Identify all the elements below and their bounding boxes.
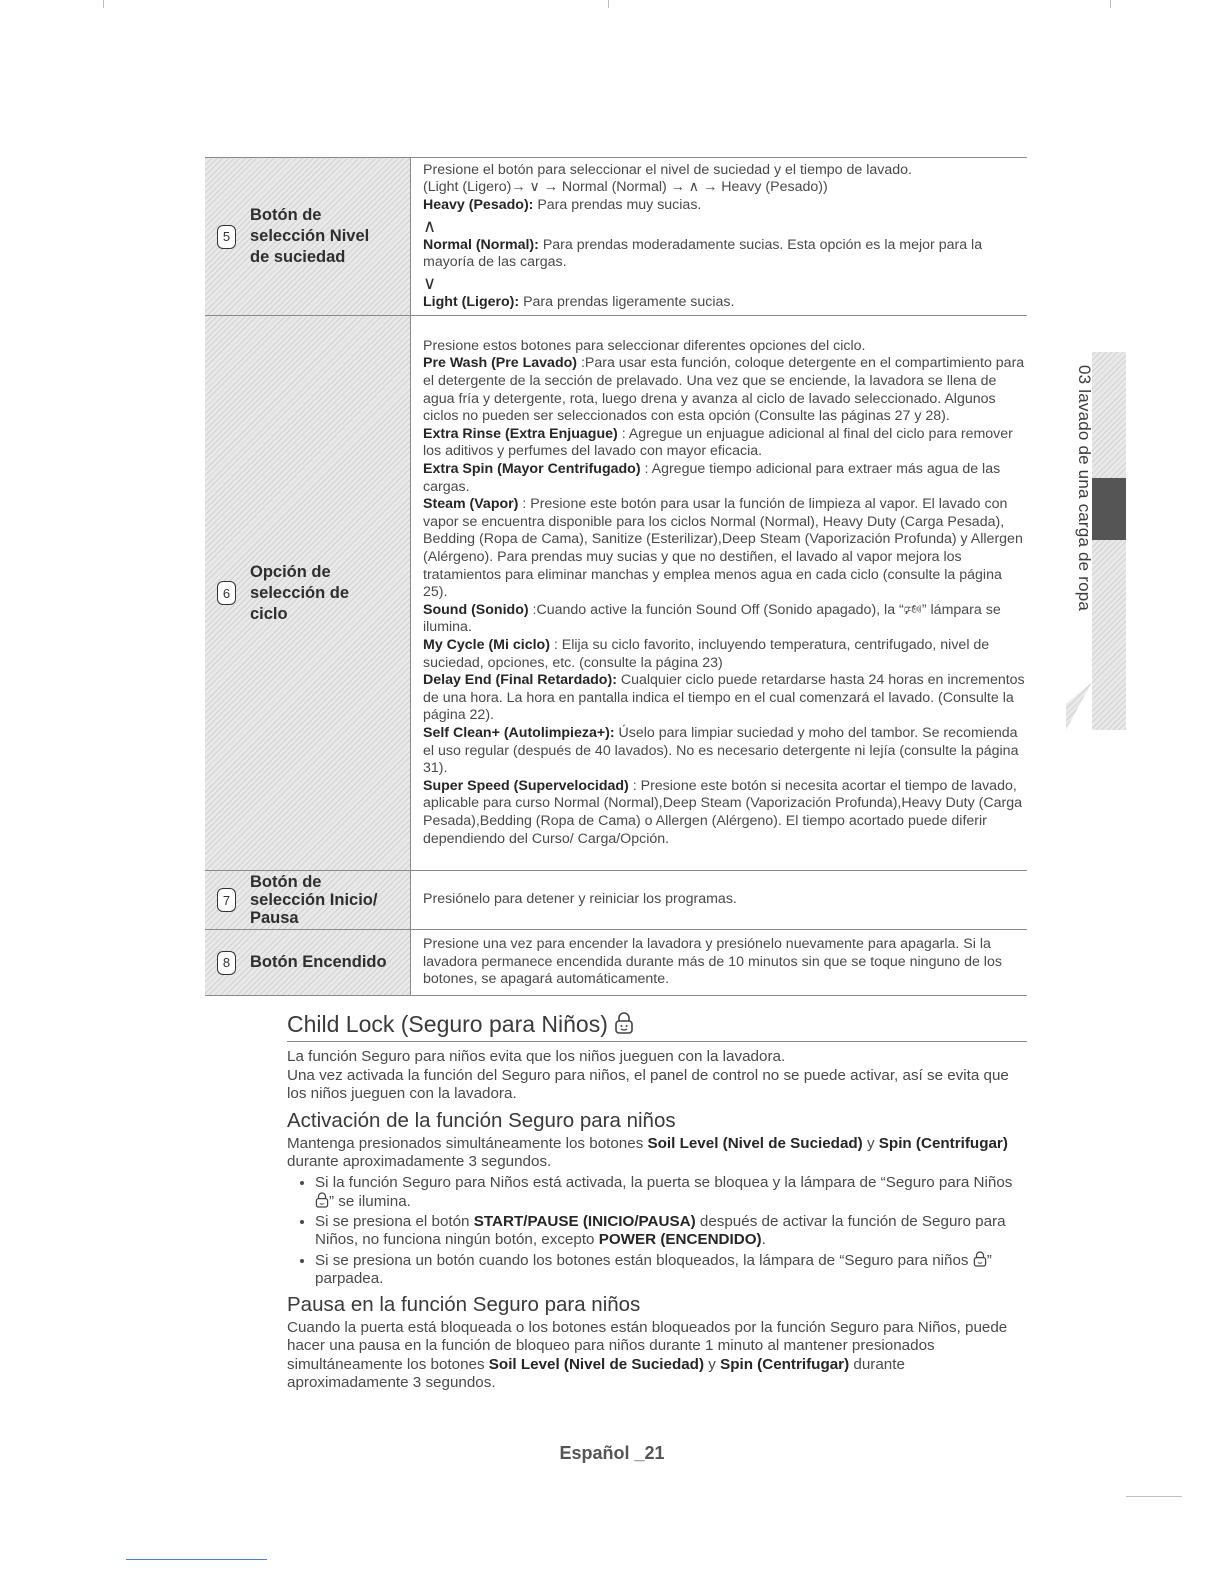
row-description: Presione una vez para encender la lavadora y presiónelo nuevamente para apagarla. Si la lavadora permanece encendida durante más de 10 minutos sin que se toque ninguno de los botones, se apagará automáticamente.	[423, 936, 1002, 988]
text-run: START/PAUSE (INICIO/PAUSA)	[473, 1212, 696, 1230]
child-lock-description: Una vez activada la función del Seguro para niños, el panel de control no se puede activar, así se evita que los niños jueguen con la lavadora.	[287, 1066, 1009, 1102]
text-run: ” parpadea.	[315, 1251, 992, 1287]
text-run: Cuando la puerta está bloqueada o los botones están bloqueados por la función Seguro para Niños, puede hacer una pausa en la función de bloqueo para niños durante 1 minuto al mantener presionados simultáneamente los botones	[287, 1318, 1008, 1373]
page-number: Español _21	[559, 1443, 665, 1463]
trim-mark	[1110, 0, 1111, 8]
soil-normal	[423, 237, 1027, 272]
row-label-cell	[205, 316, 411, 871]
section-title-text: Child Lock (Seguro para Niños)	[287, 1011, 608, 1037]
option-item	[423, 461, 1027, 496]
option-term: My Cycle (Mi ciclo)	[423, 636, 550, 653]
pause-title: Pausa en la función Seguro para niños	[287, 1292, 641, 1316]
text-run: durante aproximadamente 3 segundos.	[287, 1355, 905, 1391]
soil-heavy-desc: Para prendas muy sucias.	[533, 196, 702, 213]
table-row	[205, 871, 1027, 930]
text-run: Si se presiona el botón	[315, 1212, 474, 1230]
row-number-badge: 8	[217, 951, 236, 975]
feature-table	[205, 157, 1027, 996]
option-desc: :Para usar esta función, coloque detergente en el compartimiento para el detergente de la sección de prelavado. Una vez que se enciende, la lavadora se llena de agua fría y detergente, rota, luego drena y avanza al ciclo de lavado seleccionado. Algunos ciclos no pueden ser seleccionados con esta opción (Consulte las páginas 27 y 28).	[423, 355, 1025, 425]
option-term: Extra Rinse (Extra Enjuague)	[423, 425, 618, 442]
text-run: Soil Level (Nivel de Suciedad)	[647, 1134, 863, 1152]
row-description	[411, 316, 1028, 871]
option-term: Extra Spin (Mayor Centrifugado)	[423, 461, 641, 478]
table-row	[205, 316, 1027, 871]
option-item	[423, 637, 1027, 672]
table-row	[205, 930, 1027, 996]
text-run: ” se ilumina.	[329, 1193, 411, 1210]
option-desc: : Agregue tiempo adicional para extraer más agua de las cargas.	[423, 461, 1001, 495]
option-term: Pre Wash (Pre Lavado)	[423, 355, 578, 372]
text-run: durante aproximadamente 3 segundos.	[287, 1153, 552, 1170]
chapter-side-label: 03 lavado de una carga de ropa	[1075, 365, 1094, 612]
option-term: Delay End (Final Retardado):	[423, 672, 617, 689]
list-item	[315, 1251, 1027, 1289]
option-desc: :Cuando active la función Sound Off (Sonido apagado), la “🕬” lámpara se ilumina.	[423, 601, 1001, 636]
table-row	[205, 158, 1027, 316]
activation-title: Activación de la función Seguro para niños	[287, 1108, 676, 1132]
child-lock-icon	[315, 1192, 329, 1208]
cycle-intro: Presione estos botones para seleccionar diferentes opciones del ciclo.	[423, 337, 866, 354]
soil-sequence: (Light (Ligero)→ ∨ → Normal (Normal) → ∧ → Heavy (Pesado))	[423, 179, 828, 196]
row-label-cell	[205, 930, 411, 996]
row-label: Botón Encendido	[250, 953, 387, 971]
text-run: Si se presiona un botón cuando los botones están bloqueados, la lámpara de “Seguro para niños	[315, 1251, 973, 1269]
row-description	[411, 158, 1028, 316]
activation-bullets	[287, 1174, 1027, 1289]
soil-intro: Presione el botón para seleccionar el nivel de suciedad y el tiempo de lavado.	[423, 161, 912, 178]
soil-normal-term: Normal (Normal):	[423, 236, 539, 253]
soil-heavy	[423, 197, 1027, 215]
option-desc: : Presione este botón para usar la función de limpieza al vapor. El lavado con vapor se encuentra disponible para los ciclos Normal (Normal), Heavy Duty (Carga Pesada), Bedding (Ropa de Cama), Sanitize (Esterilizar),Deep Steam (Vaporización Profunda) y Allergen (Alérgeno). Para prendas muy sucias y que no destiñen, el lavado al vapor mejora los tratamientos para eliminar manchas y emplea menos agua en cada ciclo (consulte la página 25).	[423, 496, 1023, 601]
text-run: Mantenga presionados simultáneamente los botones	[287, 1134, 648, 1152]
list-item	[315, 1174, 1027, 1212]
row-description: Presiónelo para detener y reiniciar los programas.	[423, 891, 737, 908]
row-label: Botón de selección Inicio/ Pausa	[250, 873, 378, 927]
row-number-badge: 5	[217, 225, 236, 249]
text-run: y	[704, 1355, 721, 1373]
trim-mark	[1126, 1496, 1182, 1497]
option-item	[423, 426, 1027, 461]
option-item	[423, 602, 1027, 637]
soil-heavy-term: Heavy (Pesado):	[423, 196, 534, 213]
child-lock-section	[287, 1010, 1027, 1393]
soil-light	[423, 294, 1027, 312]
row-number-badge: 6	[217, 581, 236, 605]
option-item	[423, 355, 1027, 425]
row-label-cell	[205, 158, 411, 316]
row-label: Botón de selección Nivel de suciedad	[250, 206, 370, 266]
trim-mark	[103, 0, 104, 8]
option-term: Sound (Sonido)	[423, 601, 529, 618]
text-run: Spin (Centrifugar)	[878, 1134, 1008, 1152]
soil-light-desc: Para prendas ligeramente sucias.	[519, 293, 735, 310]
child-lock-icon	[614, 1012, 634, 1034]
text-run: .	[761, 1231, 766, 1248]
activation-paragraph	[287, 1135, 1027, 1172]
option-desc: Úselo para limpiar suciedad y moho del tambor. Se recomienda el uso regular (después de 40 lavados). No es necesario detergente ni lejía (consulte la página 31).	[423, 724, 1019, 777]
option-term: Super Speed (Supervelocidad)	[423, 777, 629, 794]
text-run: Soil Level (Nivel de Suciedad)	[488, 1355, 705, 1373]
option-desc: : Agregue un enjuague adicional al final del ciclo para remover los aditivos y perfumes del lavado con mayor eficacia.	[423, 425, 1013, 460]
option-desc: Cualquier ciclo puede retardarse hasta 24 horas en incrementos de una hora. La hora en pantalla indica el tiempo en el cual comenzará el lavado. (Consulte la página 22).	[423, 672, 1025, 724]
down-arrow-icon: ∨	[423, 272, 437, 293]
text-run: después de activar la función de Seguro para Niños, no funciona ningún botón, excepto	[315, 1212, 1006, 1248]
option-item	[423, 496, 1027, 602]
text-run: y	[862, 1134, 879, 1152]
child-lock-intro: La función Seguro para niños evita que los niños jueguen con la lavadora.	[287, 1048, 786, 1065]
option-item	[423, 672, 1027, 725]
text-run: POWER (ENCENDIDO)	[598, 1231, 762, 1248]
pause-paragraph	[287, 1319, 1027, 1393]
row-label: Opción de selección de ciclo	[250, 562, 350, 623]
option-term: Self Clean+ (Autolimpieza+):	[423, 724, 615, 741]
option-item	[423, 725, 1027, 778]
trim-mark	[608, 0, 609, 8]
up-arrow-icon: ∧	[423, 215, 437, 236]
list-item	[315, 1213, 1027, 1250]
option-term: Steam (Vapor)	[423, 496, 519, 513]
row-label-cell	[205, 871, 411, 930]
option-item	[423, 778, 1027, 848]
chapter-marker	[1092, 478, 1126, 540]
trim-mark	[126, 1559, 267, 1560]
section-title	[287, 1010, 1027, 1042]
soil-light-term: Light (Ligero):	[423, 293, 520, 310]
option-desc: : Presione este botón si necesita acortar el tiempo de lavado, aplicable para curso Normal (Normal),Deep Steam (Vaporización Profunda),Heavy Duty (Carga Pesada),Bedding (Ropa de Cama) o Allergen (Alérgeno). El tiempo acortado puede diferir dependiendo del Curso/ Carga/Opción.	[423, 777, 1023, 847]
soil-normal-desc: Para prendas moderadamente sucias. Esta opción es la mejor para la mayoría de las cargas.	[423, 236, 983, 271]
child-lock-icon	[973, 1251, 987, 1267]
text-run: Si la función Seguro para Niños está activada, la puerta se bloquea y la lámpara de “Seguro para Niños	[315, 1173, 1013, 1191]
option-desc: : Elija su ciclo favorito, incluyendo temperatura, centrifugado, nivel de suciedad, opciones, etc. (consulte la página 23)	[423, 636, 990, 671]
text-run: Spin (Centrifugar)	[720, 1355, 850, 1373]
row-number-badge: 7	[217, 888, 236, 912]
